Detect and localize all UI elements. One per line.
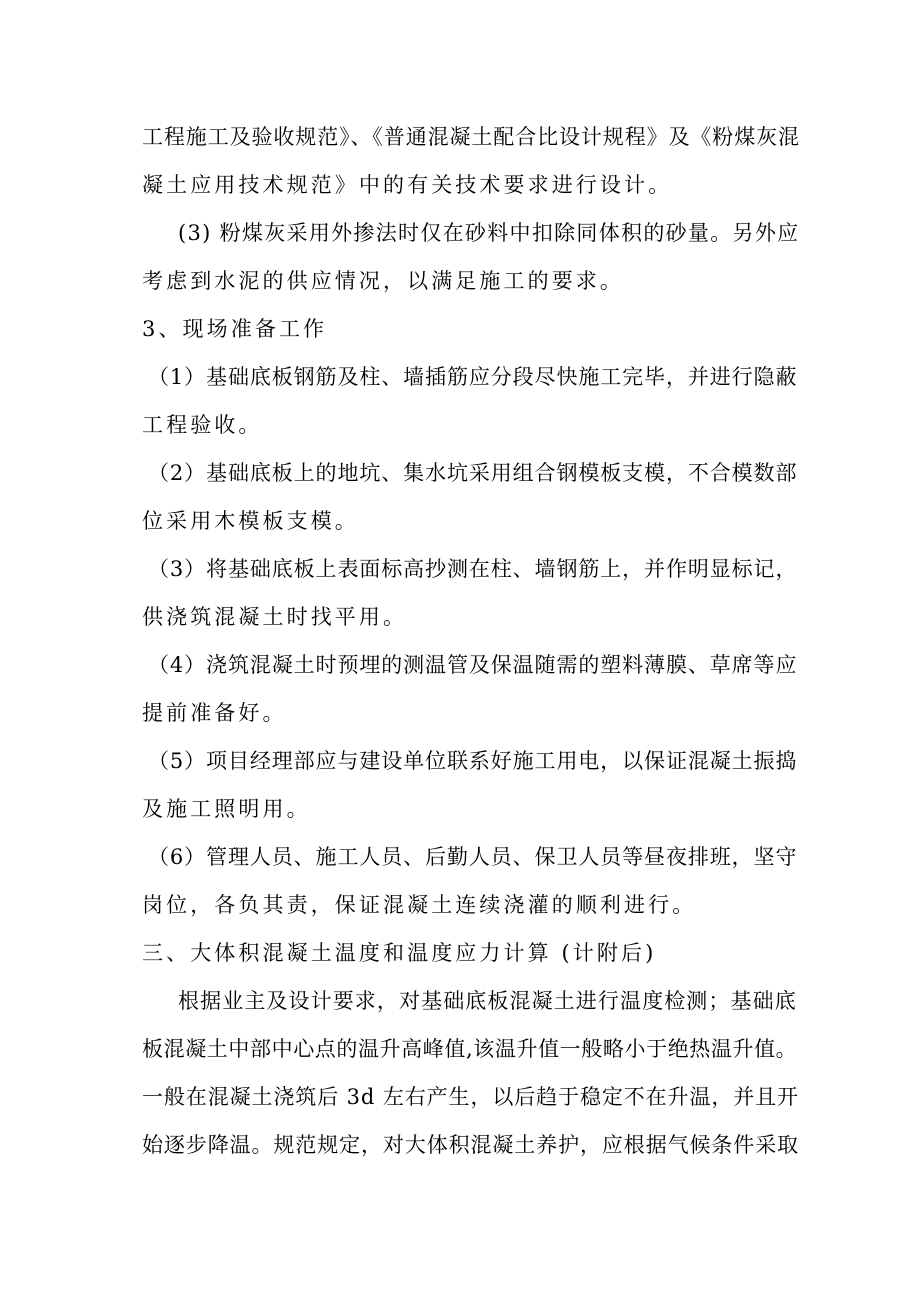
section-heading: 3、现场准备工作 bbox=[142, 317, 328, 341]
text-line: （3）将基础底板上表面标高抄测在柱、墙钢筋上，并作明显标记， bbox=[148, 557, 798, 581]
text-line: (3) 粉煤灰采用外掺法时仅在砂料中扣除同体积的砂量。另外应 bbox=[178, 221, 800, 245]
text-line: 工程验收。 bbox=[142, 413, 263, 437]
text-line: 始逐步降温。规范规定，对大体积混凝土养护，应根据气候条件采取 bbox=[142, 1133, 799, 1157]
text-line: （6）管理人员、施工人员、后勤人员、保卫人员等昼夜排班，坚守 bbox=[148, 845, 798, 869]
text-line: 位采用木模板支模。 bbox=[142, 509, 359, 533]
text-line: （1）基础底板钢筋及柱、墙插筋应分段尽快施工完毕，并进行隐蔽 bbox=[148, 365, 798, 389]
text-line: 板混凝土中部中心点的温升高峰值,该温升值一般略小于绝热温升值。 bbox=[142, 1037, 798, 1061]
text-line: 一般在混凝土浇筑后 3d 左右产生，以后趋于稳定不在升温，并且开 bbox=[142, 1085, 799, 1109]
text-line: 供浇筑混凝土时找平用。 bbox=[142, 605, 408, 629]
text-line: 考虑到水泥的供应情况，以满足施工的要求。 bbox=[142, 269, 624, 293]
text-line: （2）基础底板上的地坑、集水坑采用组合钢模板支模，不合模数部 bbox=[148, 461, 798, 485]
text-line: 凝土应用技术规范》中的有关技术要求进行设计。 bbox=[142, 173, 673, 197]
text-line: 及施工照明用。 bbox=[142, 797, 311, 821]
text-line: （4）浇筑混凝土时预埋的测温管及保温随需的塑料薄膜、草席等应 bbox=[148, 653, 798, 677]
text-line: 提前准备好。 bbox=[142, 701, 287, 725]
text-line: 工程施工及验收规范》、《普通混凝土配合比设计规程》及《粉煤灰混 bbox=[142, 125, 800, 149]
section-heading: 三、大体积混凝土温度和温度应力计算 (计附后) bbox=[142, 941, 657, 965]
text-line: 根据业主及设计要求，对基础底板混凝土进行温度检测；基础底 bbox=[178, 989, 797, 1013]
text-line: （5）项目经理部应与建设单位联系好施工用电，以保证混凝土振捣 bbox=[148, 749, 798, 773]
text-line: 岗位，各负其责，保证混凝土连续浇灌的顺利进行。 bbox=[142, 893, 697, 917]
